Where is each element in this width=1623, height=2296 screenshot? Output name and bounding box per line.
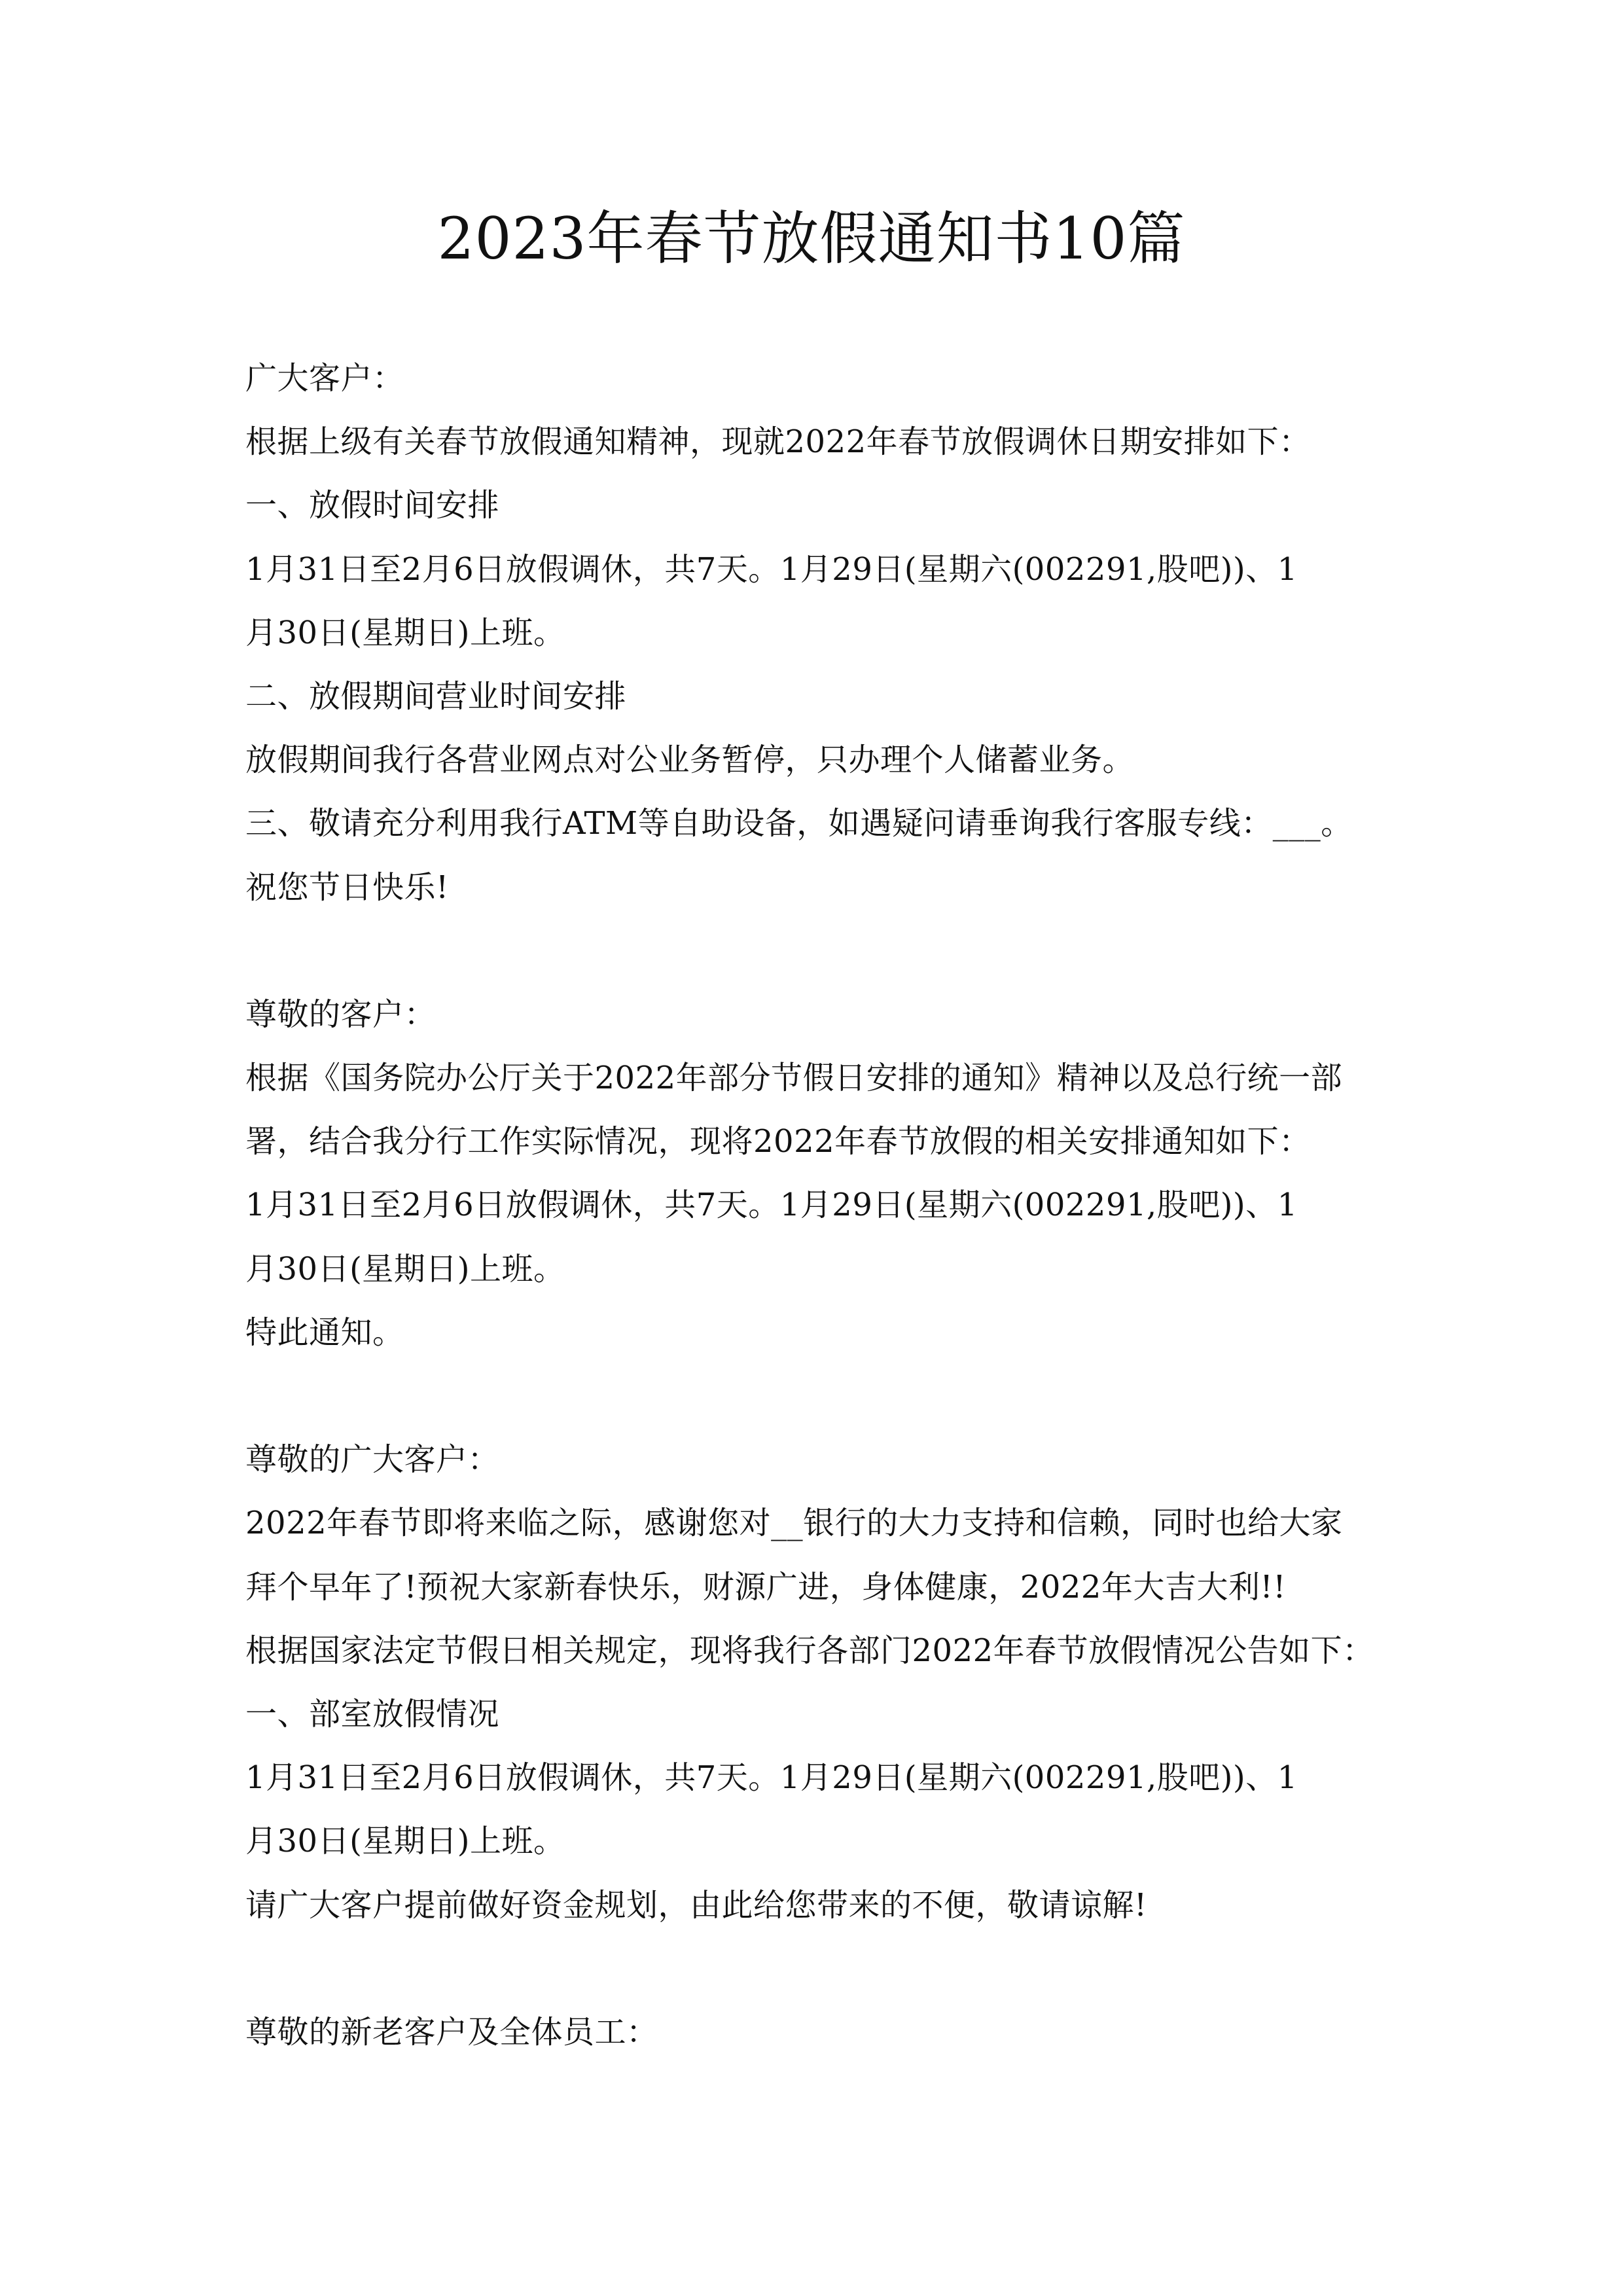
text-line: 放假期间我行各营业网点对公业务暂停，只办理个人储蓄业务。 bbox=[245, 742, 1135, 779]
text-line: 请广大客户提前做好资金规划，由此给您带来的不便，敬请谅解! bbox=[245, 1886, 1147, 1924]
text-line: 1月31日至2月6日放假调休，共7天。1月29日(星期六(002291,股吧))、1 bbox=[245, 550, 1298, 588]
text-line: 月30日(星期日)上班。 bbox=[245, 614, 565, 651]
text-line: 尊敬的客户： bbox=[245, 996, 437, 1033]
blank-line bbox=[245, 1365, 1397, 1428]
text-line: 一、放假时间安排 bbox=[245, 487, 500, 524]
text-line: 根据上级有关春节放假通知精神，现就2022年春节放假调休日期安排如下： bbox=[245, 423, 1311, 461]
text-line: 2022年春节即将来临之际，感谢您对__银行的大力支持和信赖，同时也给大家 bbox=[245, 1505, 1343, 1542]
text-line: 根据国家法定节假日相关规定，现将我行各部门2022年春节放假情况公告如下： bbox=[245, 1632, 1374, 1669]
text-line: 祝您节日快乐! bbox=[245, 869, 449, 906]
text-line: 月30日(星期日)上班。 bbox=[245, 1823, 565, 1860]
text-line: 月30日(星期日)上班。 bbox=[245, 1250, 565, 1287]
text-line: 根据《国务院办公厅关于2022年部分节假日安排的通知》精神以及总行统一部 bbox=[245, 1060, 1343, 1097]
text-line: 拜个早年了!预祝大家新春快乐，财源广进，身体健康，2022年大吉大利!! bbox=[245, 1568, 1287, 1605]
document-title: 2023年春节放假通知书10篇 bbox=[437, 205, 1186, 272]
text-line: 一、部室放假情况 bbox=[245, 1695, 500, 1732]
document-body bbox=[245, 347, 1397, 2064]
text-line: 二、放假期间营业时间安排 bbox=[245, 677, 627, 715]
text-line: 1月31日至2月6日放假调休，共7天。1月29日(星期六(002291,股吧))、1 bbox=[245, 1187, 1298, 1224]
blank-line bbox=[245, 1937, 1397, 2001]
text-line: 特此通知。 bbox=[245, 1314, 404, 1351]
text-line: 尊敬的新老客户及全体员工： bbox=[245, 2013, 658, 2051]
text-line: 1月31日至2月6日放假调休，共7天。1月29日(星期六(002291,股吧))、1 bbox=[245, 1759, 1298, 1797]
text-line: 三、敬请充分利用我行ATM等自助设备，如遇疑问请垂询我行客服专线：___。 bbox=[245, 805, 1353, 842]
text-line: 尊敬的广大客户： bbox=[245, 1441, 500, 1479]
text-line: 广大客户： bbox=[245, 360, 404, 397]
blank-line bbox=[245, 920, 1397, 983]
text-line: 署，结合我分行工作实际情况，现将2022年春节放假的相关安排通知如下： bbox=[245, 1123, 1311, 1160]
